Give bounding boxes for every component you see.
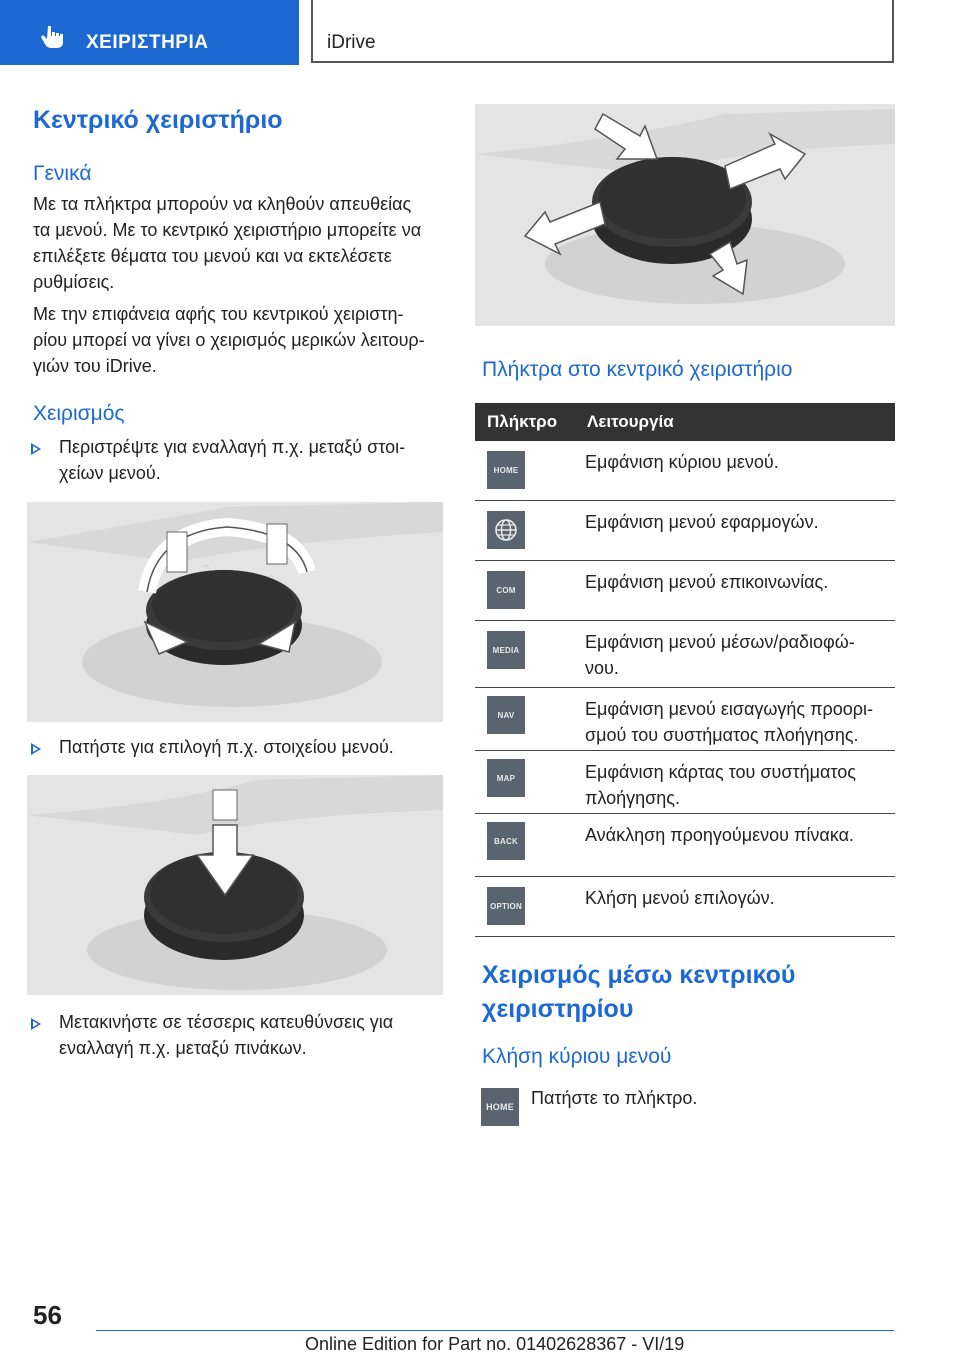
row-description [585,759,890,811]
chapter-title: iDrive [327,32,376,53]
text-line: Πατήστε για επιλογή π.χ. στοιχείου μενού. [59,737,394,757]
table-row [475,621,895,688]
press-instruction: Πατήστε το πλήκτρο. [531,1088,698,1108]
header-chapter-box [311,0,894,63]
text-line: χειριστηρίου [482,995,634,1023]
map-key-icon: MAP [487,759,525,797]
media-key-icon: MEDIA [487,631,525,669]
hand-pointer-icon [40,24,66,50]
bullet-move [27,1009,393,1061]
main-menu-heading: Κλήση κύριου μενού [482,1045,672,1068]
text-line: Χειρισμός μέσω κεντρικού [482,961,796,989]
home-key-icon: HOME [487,451,525,489]
bullet-triangle-icon [31,1018,41,1030]
globe-icon [493,517,519,543]
page-number: 56 [33,1300,62,1330]
general-heading: Γενικά [33,162,92,185]
text-line: ρίου μπορεί να γίνει ο χειρισμός μερικών λειτουρ- [33,330,425,350]
footer-edition: Online Edition for Part no. 01402628367 - VI/19 [305,1334,685,1354]
text-line: σμού του συστήματος πλοήγησης. [585,725,859,745]
text-line: Εμφάνιση κάρτας του συστήματος [585,762,856,782]
operation-heading: Χειρισμός [33,402,125,425]
footer-divider [96,1330,894,1331]
table-row [475,877,895,937]
table-row [475,441,895,501]
text-line: τα μενού. Με το κεντρικό χειριστήριο μπορείτε να [33,220,422,240]
text-line: ρυθμίσεις. [33,272,115,292]
controller-rotate-image [27,502,443,722]
text-line: Εμφάνιση μενού επικοινωνίας. [585,572,829,592]
col-function-header: Λειτουργία [587,412,674,431]
text-line: Κλήση μενού επιλογών. [585,888,775,908]
table-header [475,403,895,441]
row-description [585,885,890,911]
svg-text:^: ^ [202,564,211,575]
svg-text:^: ^ [267,574,276,585]
text-line: Περιστρέψτε για εναλλαγή π.χ. μεταξύ στοι- [59,437,406,457]
text-line: Εμφάνιση μενού εισαγωγής προορι- [585,699,874,719]
bullet-triangle-icon [31,743,41,755]
section-title: ΧΕΙΡΙΣΤΗΡΙΑ [86,32,209,53]
back-key-icon: BACK [487,822,525,860]
text-line: νου. [585,658,619,678]
text-line: πλοήγησης. [585,788,680,808]
bullet-rotate [27,434,405,486]
text-line: Με την επιφάνεια αφής του κεντρικού χειριστη- [33,304,404,324]
row-description [585,822,890,848]
row-description [585,449,890,475]
page-title: Κεντρικό χειριστήριο [33,106,283,134]
row-description [585,569,890,595]
text-line: εναλλαγή π.χ. μεταξύ πινάκων. [59,1038,307,1058]
header-section-tab [0,0,299,65]
table-row [475,751,895,814]
general-paragraph-1 [33,191,421,295]
bullet-press [27,734,394,760]
controller-directions-illustration [475,104,895,326]
text-line: επιλέξετε θέματα του μενού και να εκτελέσετε [33,246,392,266]
nav-key-icon: NAV [487,696,525,734]
text-line: Εμφάνιση μενού εφαρμογών. [585,512,819,532]
table-row [475,688,895,751]
text-line: Εμφάνιση μενού μέσων/ραδιοφώ- [585,632,855,652]
row-description [585,629,890,681]
option-key-icon: OPTION [487,887,525,925]
text-line: Με τα πλήκτρα μπορούν να κληθούν απευθείας [33,194,412,214]
text-line: χείων μενού. [59,463,161,483]
row-description [585,696,890,748]
text-line: γιών του iDrive. [33,356,157,376]
controller-directions-image [475,104,895,326]
buttons-table [475,403,895,937]
table-row [475,501,895,561]
controller-press-illustration [27,775,443,995]
home-key-icon: HOME [481,1088,519,1126]
section-title [482,958,795,1026]
controller-rotate-illustration [27,502,443,722]
table-row [475,561,895,621]
buttons-heading: Πλήκτρα στο κεντρικό χειριστήριο [482,358,793,381]
general-paragraph-2 [33,301,425,379]
table-row [475,814,895,877]
com-key-icon: COM [487,571,525,609]
row-description [585,509,890,535]
text-line: Μετακινήστε σε τέσσερις κατευθύνσεις για [59,1012,394,1032]
globe-key-icon [487,511,525,549]
controller-press-image [27,775,443,995]
col-key-header: Πλήκτρο [487,412,558,431]
text-line: Εμφάνιση κύριου μενού. [585,452,779,472]
text-line: Ανάκληση προηγούμενου πίνακα. [585,825,855,845]
bullet-triangle-icon [31,443,41,455]
